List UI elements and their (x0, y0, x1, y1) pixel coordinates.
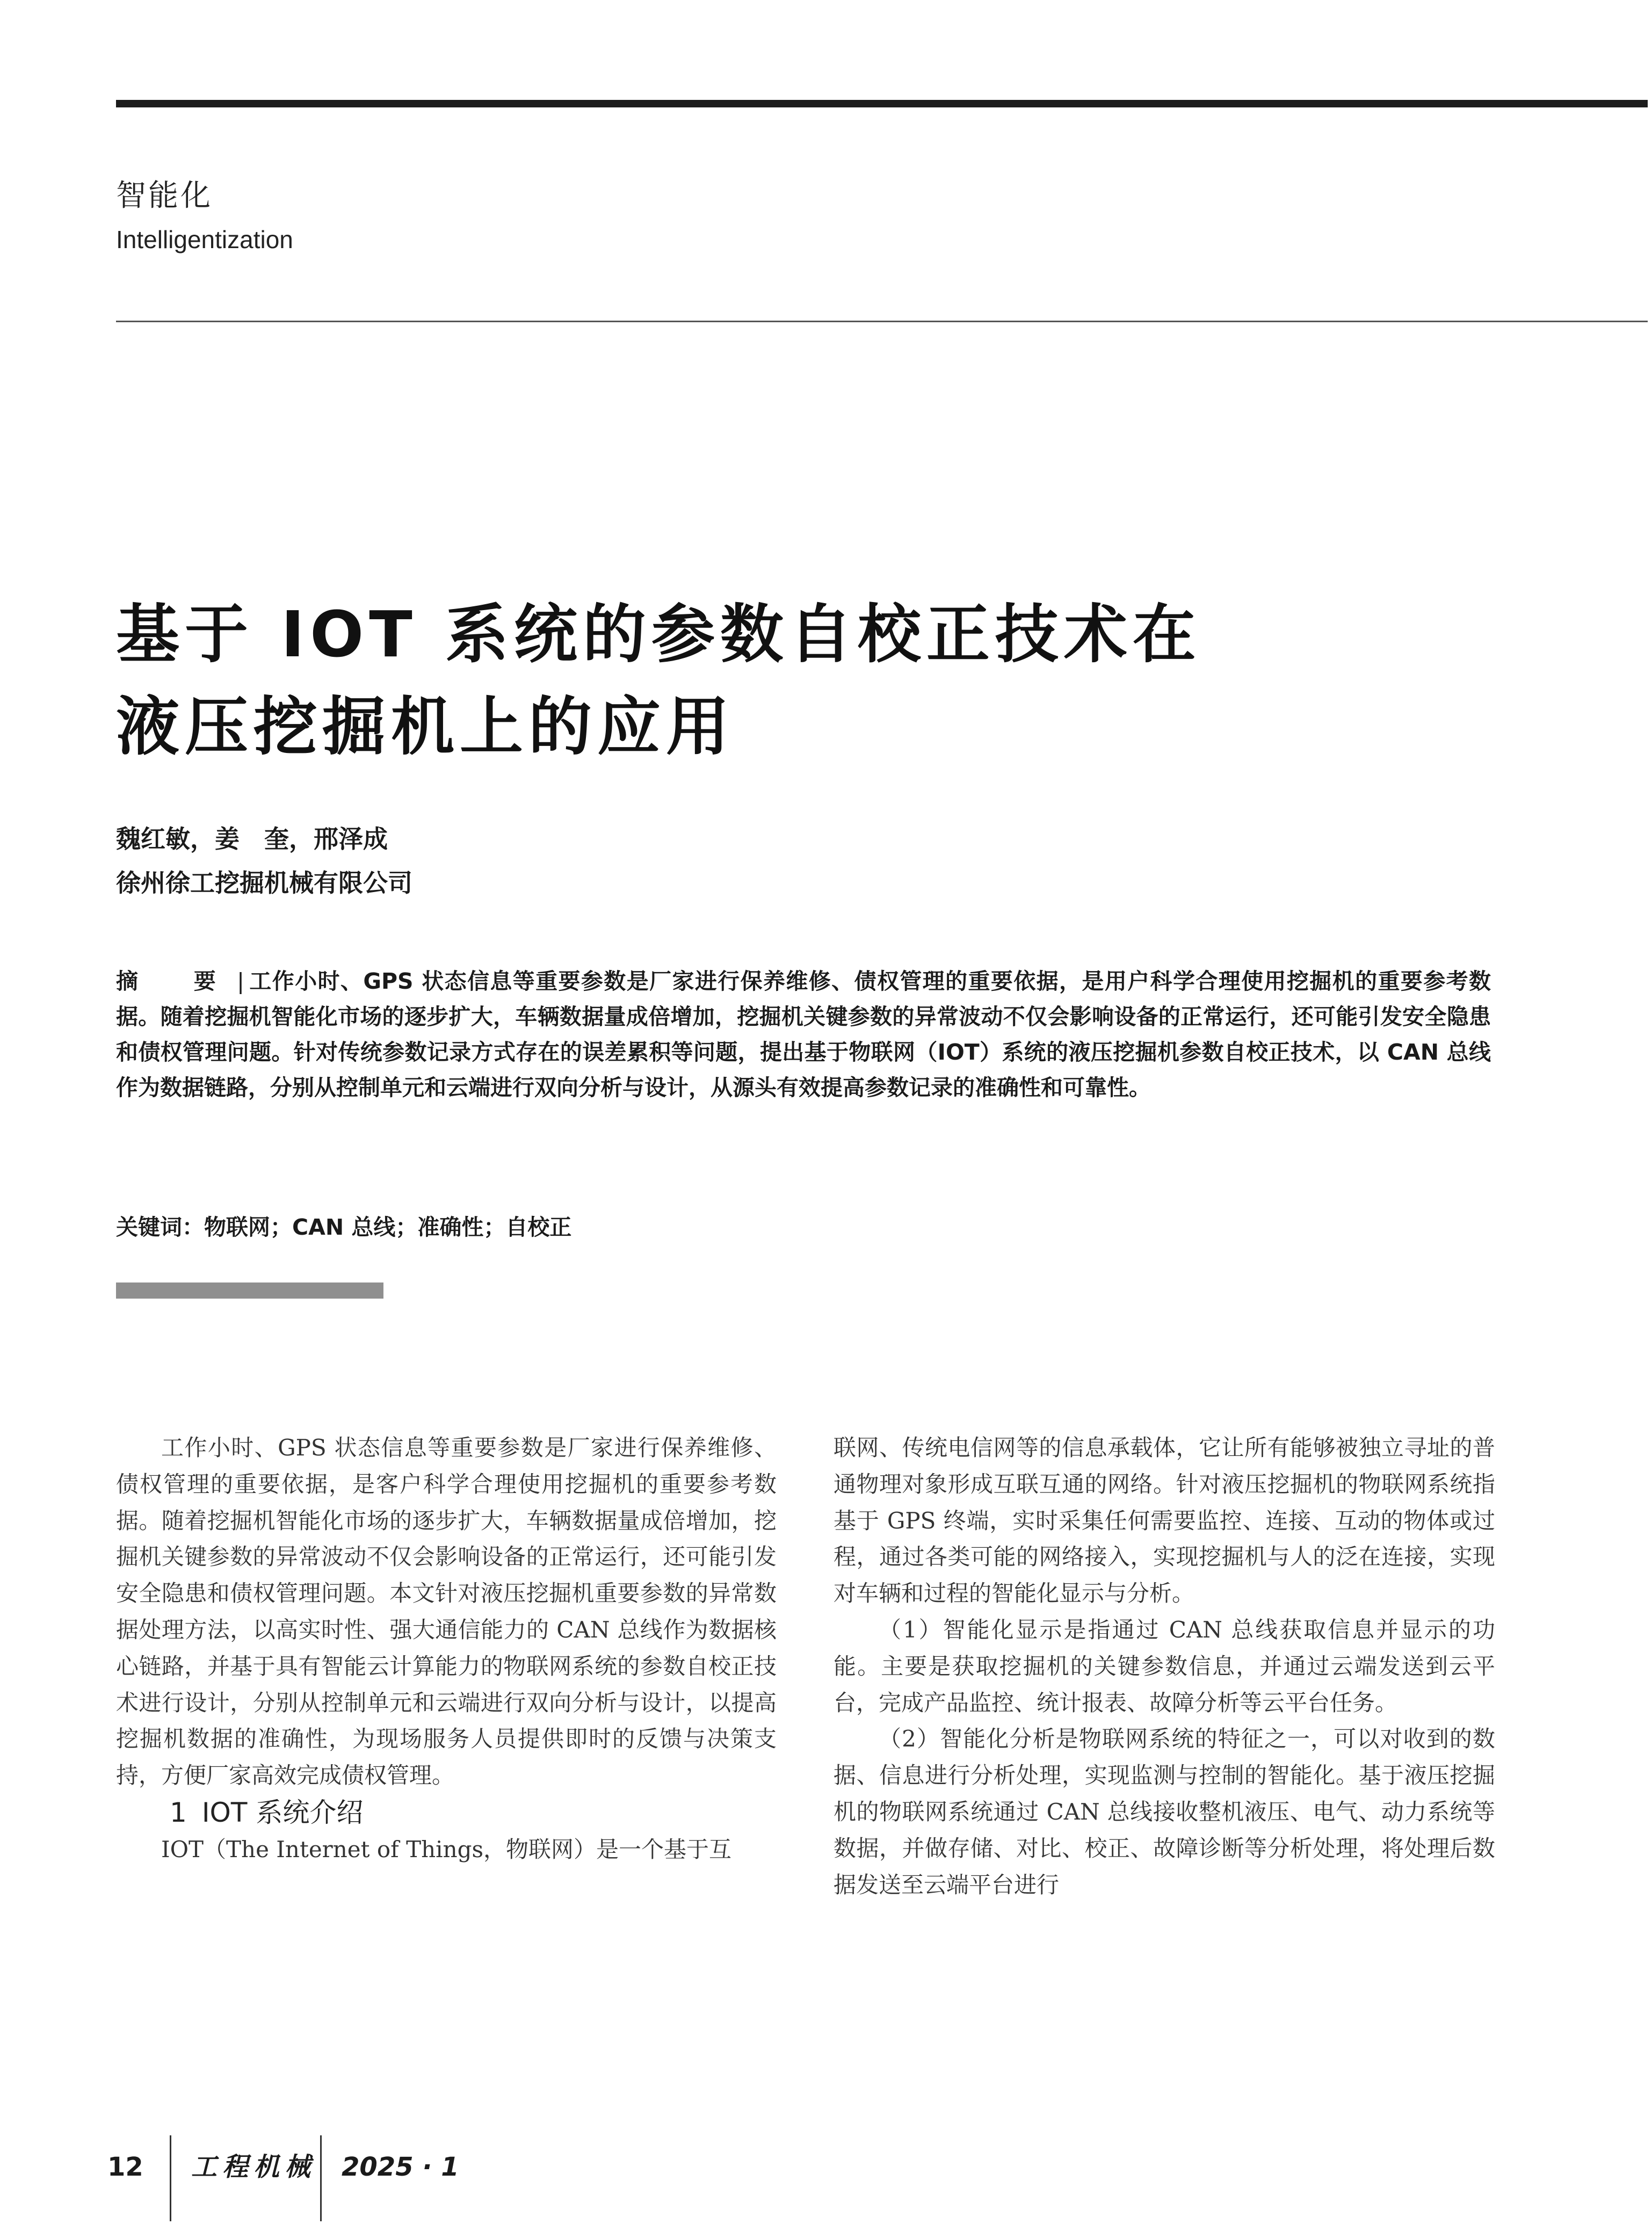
section-label-en: Intelligentization (116, 226, 293, 253)
authors: 魏红敏，姜 奎，邢泽成 (116, 824, 388, 853)
section-label-cn: 智能化 (116, 178, 213, 213)
section-number: 1 (170, 1796, 187, 1828)
top-rule (116, 100, 1648, 107)
issue-number: 2025 · 1 (342, 2152, 459, 2182)
abstract-text: 工作小时、GPS 状态信息等重要参数是厂家进行保养维修、债权管理的重要依据，是用户科学合理使用挖掘机的重要参考数据。随着挖掘机智能化市场的逐步扩大，车辆数据量成倍增加，挖掘机关键参数的异常波动不仅会影响设备的正常运行，还可能引发安全隐患和债权管理问题。针对传统参数记录方式存在的误差累积等问题，提出基于物联网（IOT）系统的液压挖掘机参数自校正技术，以 CAN 总线作为数据链路，分别从控制单元和云端进行双向分析与设计，从源头有效提高参数记录的准确性和可靠性。 (116, 968, 1491, 1100)
footer-divider-2 (320, 2135, 322, 2221)
display-paragraph: （1）智能化显示是指通过 CAN 总线获取信息并显示的功能。主要是获取挖掘机的关键参数信息，并通过云端发送到云平台，完成产品监控、统计报表、故障分析等云平台任务。 (834, 1616, 1495, 1716)
abstract-separator: | (237, 968, 244, 994)
journal-name: 工程机械 (191, 2152, 316, 2182)
iot-paragraph-cont: 联网、传统电信网等的信息承载体，它让所有能够被独立寻址的普通物理对象形成互联互通的网络。针对液压挖掘机的物联网系统指基于 GPS 终端，实时采集任何需要监控、连接、互动的物体或过程，通过各类可能的网络接入，实现挖掘机与人的泛在连接，实现对车辆和过程的智能化显示与分析。 (834, 1434, 1495, 1607)
footer-divider-1 (170, 2135, 171, 2221)
title-line-2: 液压挖掘机上的应用 (116, 690, 735, 764)
body-column-right (834, 1430, 1495, 1903)
article-title (116, 588, 1459, 773)
decorative-bar (116, 1282, 383, 1299)
section-heading (116, 1794, 777, 1831)
intro-paragraph: 工作小时、GPS 状态信息等重要参数是厂家进行保养维修、债权管理的重要依据，是客户科学合理使用挖掘机的重要参考数据。随着挖掘机智能化市场的逐步扩大，车辆数据量成倍增加，挖掘机关键参数的异常波动不仅会影响设备的正常运行，还可能引发安全隐患和债权管理问题。本文针对液压挖掘机重要参数的异常数据处理方法，以高实时性、强大通信能力的 CAN 总线作为数据核心链路，并基于具有智能云计算能力的物联网系统的参数自校正技术进行设计，分别从控制单元和云端进行双向分析与设计，以提高挖掘机数据的准确性，为现场服务人员提供即时的反馈与决策支持，方便厂家高效完成债权管理。 (116, 1434, 777, 1789)
body-column-left (116, 1430, 777, 1868)
section-title: IOT 系统介绍 (201, 1796, 364, 1828)
abstract-label: 摘 要 (116, 968, 233, 994)
page-number: 12 (107, 2152, 143, 2182)
affiliation: 徐州徐工挖掘机械有限公司 (116, 868, 412, 897)
keywords-label: 关键词： (116, 1214, 204, 1240)
header-divider (116, 321, 1648, 322)
abstract (116, 963, 1491, 1105)
title-line-1: 基于 IOT 系统的参数自校正技术在 (116, 597, 1201, 671)
keywords-text: 物联网；CAN 总线；准确性；自校正 (204, 1214, 572, 1240)
keywords (116, 1209, 571, 1245)
analysis-paragraph: （2）智能化分析是物联网系统的特征之一，可以对收到的数据、信息进行分析处理，实现监测与控制的智能化。基于液压挖掘机的物联网系统通过 CAN 总线接收整机液压、电气、动力系统等数据，并做存储、对比、校正、故障诊断等分析处理，将处理后数据发送至云端平台进行 (834, 1726, 1495, 1898)
iot-paragraph-start: IOT（The Internet of Things，物联网）是一个基于互 (161, 1836, 732, 1863)
